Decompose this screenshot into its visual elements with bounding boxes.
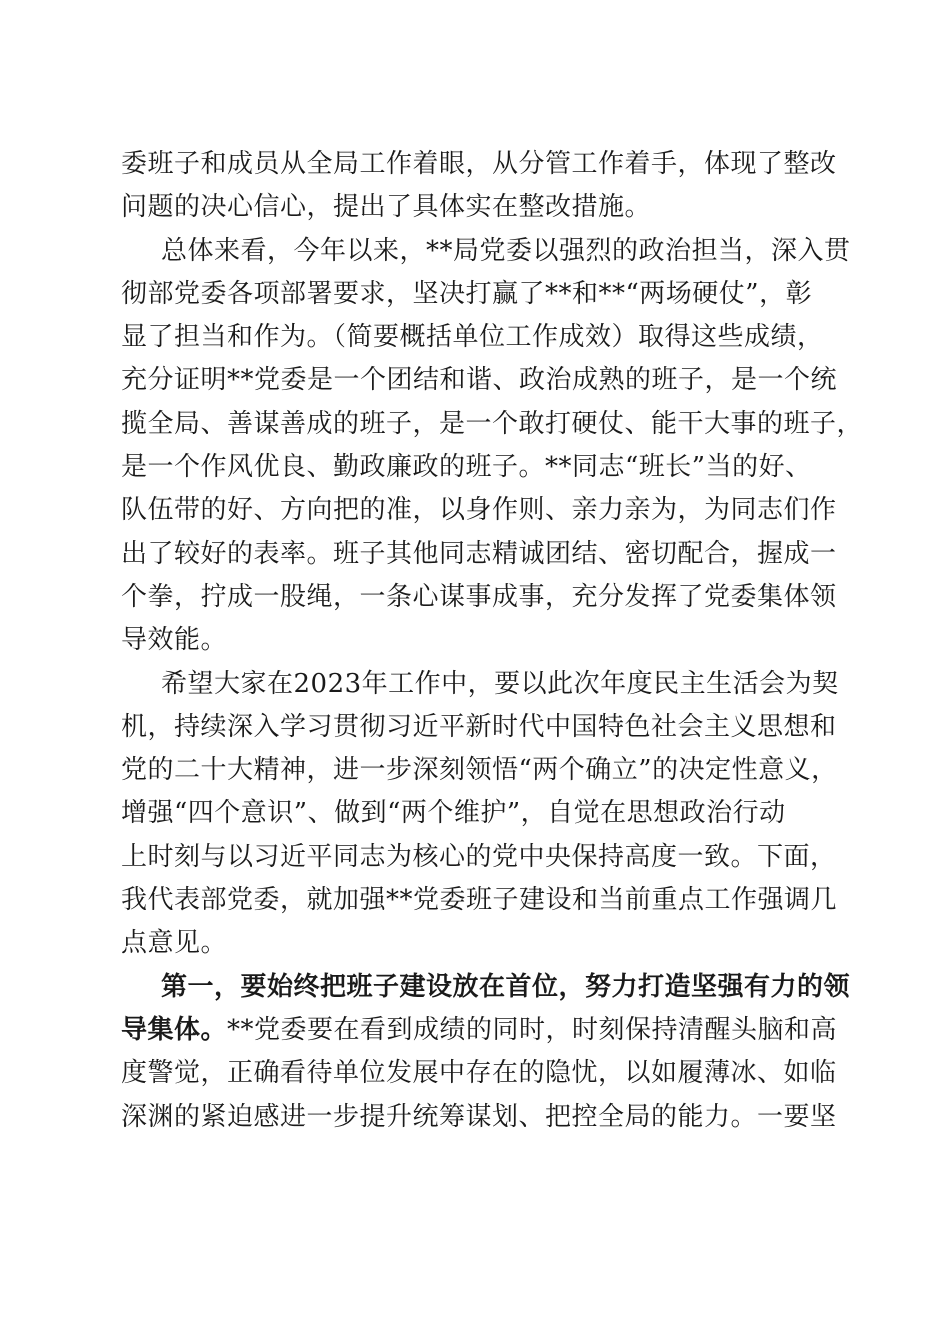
text-line: 揽全局、善谋善成的班子，是一个敢打硬仗、能干大事的班子， <box>121 408 864 439</box>
paragraph-4 <box>121 966 851 1139</box>
paragraph-2 <box>121 230 864 663</box>
text-line: 增强“四个意识”、做到“两个维护”，自觉在思想政治行动 <box>121 798 786 829</box>
text-line: 我代表部党委，就加强**党委班子建设和当前重点工作强调几 <box>121 885 838 916</box>
text-line: 委班子和成员从全局工作着眼，从分管工作着手，体现了整改 <box>121 149 837 179</box>
text-line: 充分证明**党委是一个团结和谐、政治成熟的班子，是一个统 <box>121 365 838 396</box>
text-line: 机，持续深入学习贯彻习近平新时代中国特色社会主义思想和 <box>121 711 837 742</box>
heading-line-end: 导集体。 <box>121 1014 228 1045</box>
paragraph-1 <box>121 143 837 230</box>
paragraph-3 <box>121 663 839 966</box>
text-line: 上时刻与以习近平同志为核心的党中央保持高度一致。下面， <box>121 841 837 872</box>
text-line: 个拳，拧成一股绳，一条心谋事成事，充分发挥了党委集体领 <box>121 581 837 612</box>
document-body <box>121 143 864 1139</box>
text-line: 显了担当和作为。（简要概括单位工作成效）取得这些成绩， <box>121 322 824 353</box>
text-line: 党的二十大精神，进一步深刻领悟“两个确立”的决定性意义， <box>121 755 838 786</box>
text-line-continuation: **党委要在看到成绩的同时，时刻保持清醒头脑和高 <box>227 1014 838 1045</box>
text-line <box>121 1009 838 1052</box>
text-line: 导效能。 <box>121 625 228 656</box>
text-line: 希望大家在2023年工作中，要以此次年度民主生活会为契 <box>161 668 839 699</box>
text-line: 彻部党委各项部署要求，坚决打赢了**和**“两场硬仗”，彰 <box>121 278 813 309</box>
text-line: 队伍带的好、方向把的准，以身作则、亲力亲为，为同志们作 <box>121 495 837 526</box>
text-line: 是一个作风优良、勤政廉政的班子。**同志“班长”当的好、 <box>121 452 812 483</box>
text-line: 点意见。 <box>121 928 228 959</box>
heading-line: 第一，要始终把班子建设放在首位，努力打造坚强有力的领 <box>161 971 851 1002</box>
text-line: 度警觉，正确看待单位发展中存在的隐忧，以如履薄冰、如临 <box>121 1058 837 1089</box>
text-line: 深渊的紧迫感进一步提升统筹谋划、把控全局的能力。一要坚 <box>121 1101 837 1132</box>
text-line: 问题的决心信心，提出了具体实在整改措施。 <box>121 192 652 223</box>
text-line: 出了较好的表率。班子其他同志精诚团结、密切配合，握成一 <box>121 538 837 569</box>
text-line: 总体来看，今年以来，**局党委以强烈的政治担当，深入贯 <box>161 235 851 266</box>
